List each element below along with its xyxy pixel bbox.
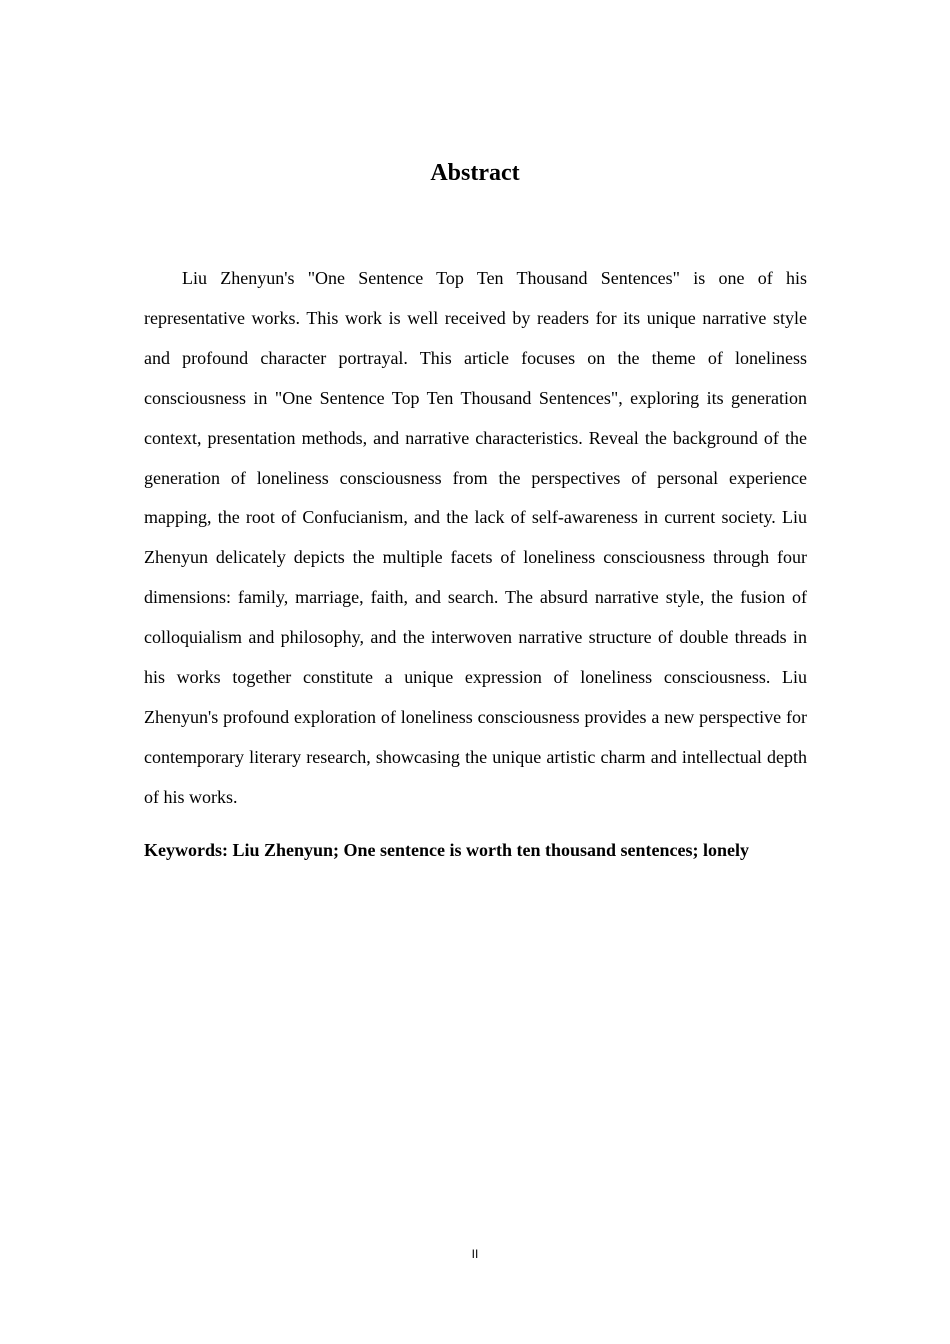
keywords-line: Keywords: Liu Zhenyun; One sentence is worth ten thousand sentences; lonely — [144, 840, 750, 860]
abstract-title: Abstract — [430, 160, 520, 186]
page-number: II — [471, 1247, 479, 1261]
abstract-body: Liu Zhenyun's "One Sentence Top Ten Thousand Sentences" is one of his representative works. This work is well received by readers for its unique narrative style and profound character portrayal. This article focuses on the theme of loneliness consciousness in "One Sentence Top Ten Thousand Sentences", exploring its generation context, presentation methods, and narrative characteristics. Reveal the background of the generation of loneliness consciousness from the perspectives of personal experience mapping, the root of Confucianism, and the lack of self-awareness in current society. Liu Zhenyun delicately depicts the multiple facets of loneliness consciousness through four dimensions: family, marriage, faith, and search. The absurd narrative style, the fusion of colloquialism and philosophy, and the interwoven narrative structure of double threads in his works together constitute a unique expression of loneliness consciousness. Liu Zhenyun's profound exploration of loneliness consciousness provides a new perspective for contemporary literary research, showcasing the unique artistic charm and intellectual depth of his works. — [144, 268, 807, 807]
